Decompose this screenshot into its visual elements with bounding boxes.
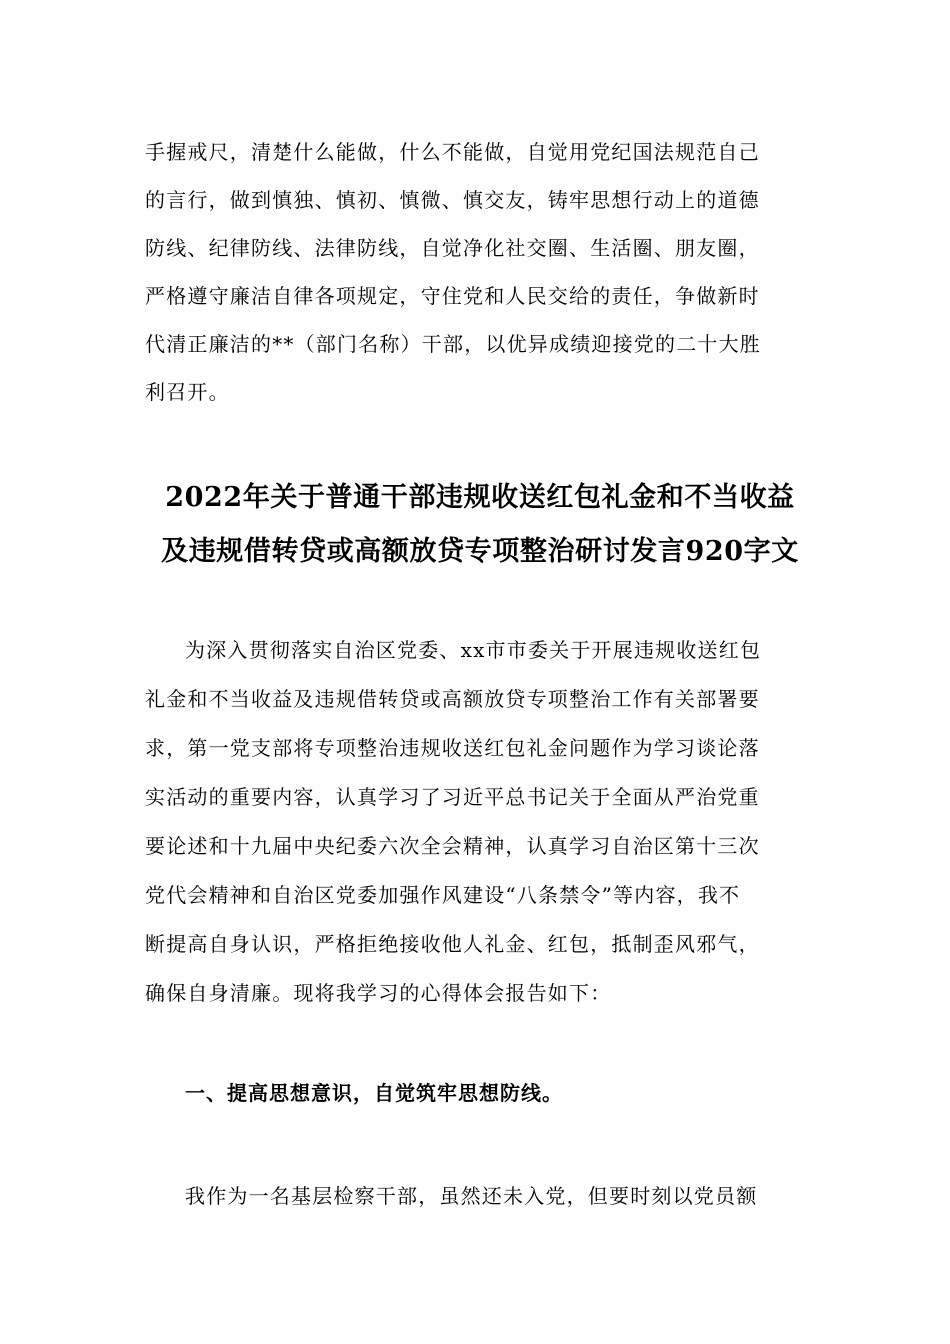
paragraph-line: 我作为一名基层检察干部，虽然还未入党，但要时刻以党员额 [185,1184,758,1208]
paragraph-line: 的言行，做到慎独、慎初、慎微、慎交友，铸牢思想行动上的道德 [145,188,760,212]
paragraph-line: 断提高自身认识，严格拒绝接收他人礼金、红包，抵制歪风邪气， [145,932,760,956]
paragraph-line: 要论述和十九届中央纪委六次全会精神，认真学习自治区第十三次 [145,834,760,858]
paragraph-line: 代清正廉洁的**（部门名称）干部，以优异成绩迎接党的二十大胜 [145,332,761,356]
paragraph-line: 党代会精神和自治区党委加强作风建设“八条禁令”等内容，我不 [145,883,741,907]
paragraph-line: 实活动的重要内容，认真学习了习近平总书记关于全面从严治党重 [145,785,760,809]
title-line: 2022年关于普通干部违规收送红包礼金和不当收益 [165,482,795,513]
paragraph-line: 确保自身清廉。现将我学习的心得体会报告如下： [145,981,612,1005]
paragraph-line: 严格遵守廉洁自律各项规定，守住党和人民交给的责任，争做新时 [145,284,760,308]
section-heading: 一、提高思想意识，自觉筑牢思想防线。 [185,1081,563,1105]
paragraph-line: 利召开。 [145,380,230,404]
title-line: 及违规借转贷或高额放贷专项整治研讨发言920字文 [161,536,799,567]
paragraph-line: 礼金和不当收益及违规借转贷或高额放贷专项整治工作有关部署要 [145,687,760,711]
paragraph-line: 为深入贯彻落实自治区党委、xx市市委关于开展违规收送红包 [185,638,762,662]
paragraph-line: 手握戒尺，清楚什么能做，什么不能做，自觉用党纪国法规范自己 [145,140,760,164]
paragraph-line: 求，第一党支部将专项整治违规收送红包礼金问题作为学习谈论落 [145,736,760,760]
paragraph-line: 防线、纪律防线、法律防线，自觉净化社交圈、生活圈、朋友圈， [145,236,760,260]
